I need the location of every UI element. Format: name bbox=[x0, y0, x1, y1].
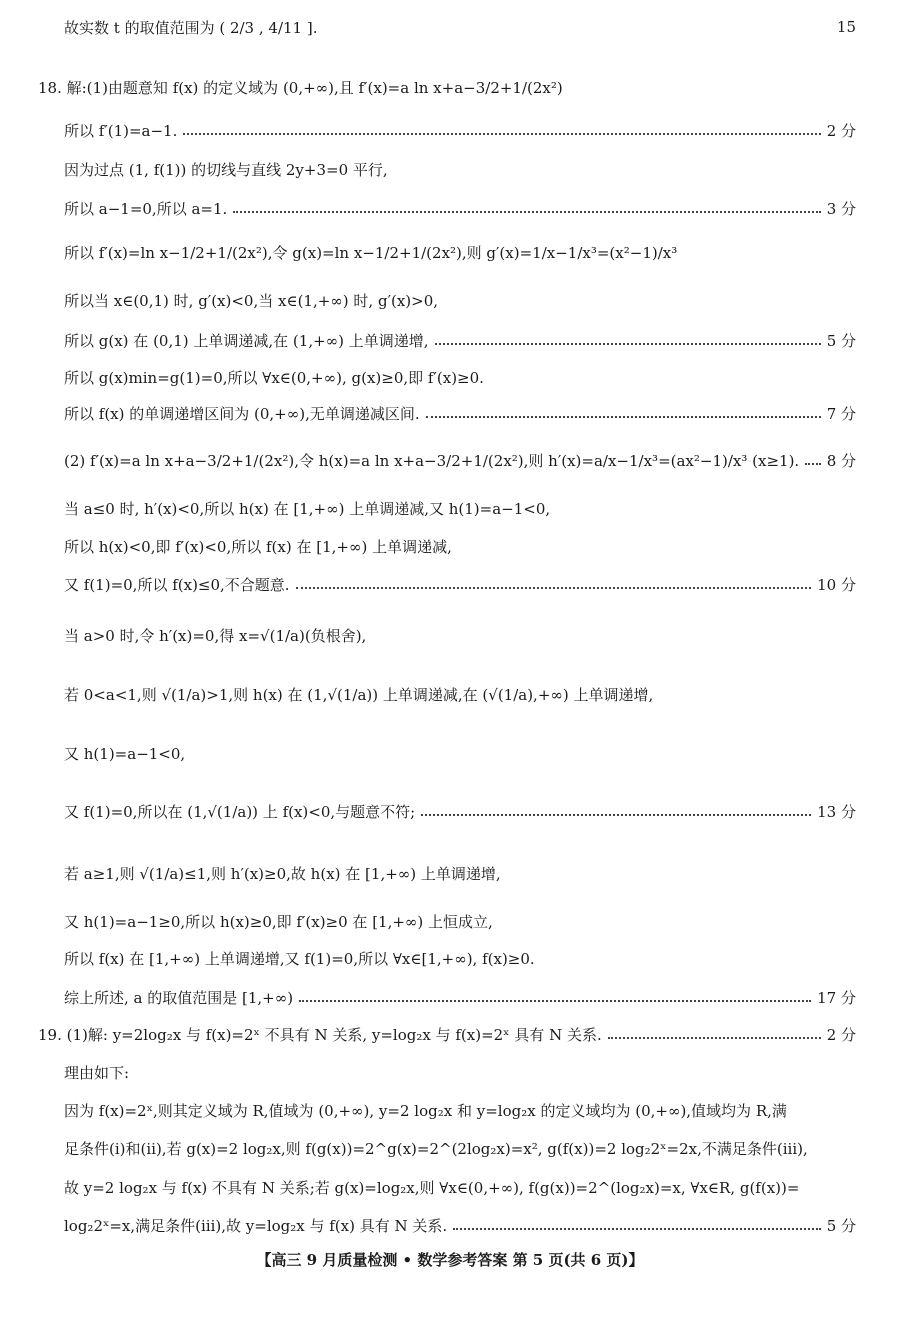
line-text: 所以当 x∈(0,1) 时, g′(x)<0,当 x∈(1,+∞) 时, g′(x)>0, bbox=[64, 291, 439, 310]
score-leader-dots bbox=[296, 587, 812, 589]
solution-line bbox=[64, 400, 856, 426]
score-mark: 10 分 bbox=[817, 575, 856, 594]
solution-line bbox=[64, 327, 856, 353]
solution-line bbox=[64, 908, 856, 934]
score-leader-dots bbox=[183, 133, 820, 135]
solution-line bbox=[64, 1059, 856, 1085]
line-text: 足条件(ⅰ)和(ⅱ),若 g(x)=2 log₂x,则 f(g(x))=2^g(x)=2^(2log₂x)=x², g(f(x))=2 log₂2ˣ=2x,不满足条件(ⅲ), bbox=[64, 1139, 808, 1158]
score-leader-dots bbox=[426, 416, 821, 418]
solution-line bbox=[64, 681, 856, 707]
solution-line bbox=[64, 364, 856, 390]
line-text: log₂2ˣ=x,满足条件(ⅲ),故 y=log₂x 与 f(x) 具有 N 关系. bbox=[64, 1216, 448, 1235]
line-text: 理由如下: bbox=[64, 1063, 130, 1082]
line-text: 当 a>0 时,令 h′(x)=0,得 x=√(1/a)(负根舍), bbox=[64, 626, 367, 645]
score-mark: 13 分 bbox=[817, 802, 856, 821]
line-text: 又 h(1)=a−1<0, bbox=[64, 744, 186, 763]
solution-line bbox=[64, 860, 856, 886]
line-text: 所以 h(x)<0,即 f′(x)<0,所以 f(x) 在 [1,+∞) 上单调递减, bbox=[64, 537, 452, 556]
line-text: 因为 f(x)=2ˣ,则其定义域为 R,值域为 (0,+∞), y=2 log₂x 和 y=log₂x 的定义域均为 (0,+∞),值域均为 R,满 bbox=[64, 1101, 787, 1120]
score-mark: 17 分 bbox=[817, 988, 856, 1007]
line-text: 18. 解:(1)由题意知 f(x) 的定义域为 (0,+∞),且 f′(x)=a ln x+a−3/2+1/(2x²) bbox=[38, 78, 563, 97]
line-text: 若 0<a<1,则 √(1/a)>1,则 h(x) 在 (1,√(1/a)) 上单调递减,在 (√(1/a),+∞) 上单调递增, bbox=[64, 685, 654, 704]
line-text: 又 h(1)=a−1≥0,所以 h(x)≥0,即 f′(x)≥0 在 [1,+∞) 上恒成立, bbox=[64, 912, 493, 931]
solution-line bbox=[64, 195, 856, 221]
score-leader-dots bbox=[435, 343, 821, 345]
line-text: 综上所述, a 的取值范围是 [1,+∞) bbox=[64, 988, 294, 1007]
line-text: 故实数 t 的取值范围为 ( 2/3 , 4/11 ]. bbox=[64, 18, 318, 37]
line-text: 故 y=2 log₂x 与 f(x) 不具有 N 关系;若 g(x)=log₂x,则 ∀x∈(0,+∞), f(g(x))=2^(log₂x)=x, ∀x∈R, g(f(x))= bbox=[64, 1178, 800, 1197]
solution-line bbox=[64, 287, 856, 313]
line-text: 若 a≥1,则 √(1/a)≤1,则 h′(x)≥0,故 h(x) 在 [1,+∞) 上单调递增, bbox=[64, 864, 501, 883]
solution-line bbox=[64, 117, 856, 143]
solution-line bbox=[64, 945, 856, 971]
line-text: 又 f(1)=0,所以在 (1,√(1/a)) 上 f(x)<0,与题意不符; bbox=[64, 802, 416, 821]
solution-line bbox=[38, 74, 856, 100]
score-leader-dots bbox=[453, 1228, 821, 1230]
solution-line bbox=[64, 1212, 856, 1238]
solution-line bbox=[64, 798, 856, 824]
score-mark: 5 分 bbox=[826, 331, 856, 350]
solution-line bbox=[64, 622, 856, 648]
score-mark: 8 分 bbox=[826, 451, 856, 470]
solution-line bbox=[64, 495, 856, 521]
line-text: (2) f′(x)=a ln x+a−3/2+1/(2x²),令 h(x)=a ln x+a−3/2+1/(2x²),则 h′(x)=a/x−1/x³=(ax²−1)/x³ (x≥1). bbox=[64, 451, 800, 470]
solution-line bbox=[64, 1174, 856, 1200]
score-mark: 3 分 bbox=[826, 199, 856, 218]
line-text: 当 a≤0 时, h′(x)<0,所以 h(x) 在 [1,+∞) 上单调递减,又 h(1)=a−1<0, bbox=[64, 499, 551, 518]
solution-line bbox=[64, 1135, 856, 1161]
score-leader-dots bbox=[299, 1000, 811, 1002]
line-text: 又 f(1)=0,所以 f(x)≤0,不合题意. bbox=[64, 575, 290, 594]
solution-line bbox=[64, 533, 856, 559]
line-text: 所以 g(x)min=g(1)=0,所以 ∀x∈(0,+∞), g(x)≥0,即 f′(x)≥0. bbox=[64, 368, 484, 387]
score-mark: 7 分 bbox=[826, 404, 856, 423]
line-text: 所以 g(x) 在 (0,1) 上单调递减,在 (1,+∞) 上单调递增, bbox=[64, 331, 429, 350]
line-text: 所以 f(x) 在 [1,+∞) 上单调递增,又 f(1)=0,所以 ∀x∈[1,+∞), f(x)≥0. bbox=[64, 949, 535, 968]
score-leader-dots bbox=[421, 814, 811, 816]
line-text: 所以 f′(x)=ln x−1/2+1/(2x²),令 g(x)=ln x−1/2+1/(2x²),则 g′(x)=1/x−1/x³=(x²−1)/x³ bbox=[64, 243, 678, 262]
solution-line bbox=[64, 239, 856, 265]
solution-line bbox=[64, 447, 856, 473]
score-mark: 5 分 bbox=[826, 1216, 856, 1235]
score-mark: 15 bbox=[836, 18, 856, 36]
score-leader-dots bbox=[608, 1037, 821, 1039]
line-text: 因为过点 (1, f(1)) 的切线与直线 2y+3=0 平行, bbox=[64, 160, 388, 179]
line-text: 所以 a−1=0,所以 a=1. bbox=[64, 199, 228, 218]
solution-line bbox=[64, 1097, 856, 1123]
solution-line bbox=[64, 571, 856, 597]
solution-line bbox=[38, 1021, 856, 1047]
line-text: 所以 f′(1)=a−1. bbox=[64, 121, 178, 140]
solution-line bbox=[64, 14, 856, 40]
score-leader-dots bbox=[805, 463, 820, 465]
score-leader-dots bbox=[233, 211, 820, 213]
score-mark: 2 分 bbox=[826, 121, 856, 140]
solution-line bbox=[64, 156, 856, 182]
line-text: 所以 f(x) 的单调递增区间为 (0,+∞),无单调递减区间. bbox=[64, 404, 420, 423]
solution-line bbox=[64, 984, 856, 1010]
score-mark: 2 分 bbox=[826, 1025, 856, 1044]
page-footer: 【高三 9 月质量检测 • 数学参考答案 第 5 页(共 6 页)】 bbox=[256, 1251, 644, 1269]
solution-line bbox=[64, 740, 856, 766]
line-text: 19. (1)解: y=2log₂x 与 f(x)=2ˣ 不具有 N 关系, y=log₂x 与 f(x)=2ˣ 具有 N 关系. bbox=[38, 1025, 602, 1044]
